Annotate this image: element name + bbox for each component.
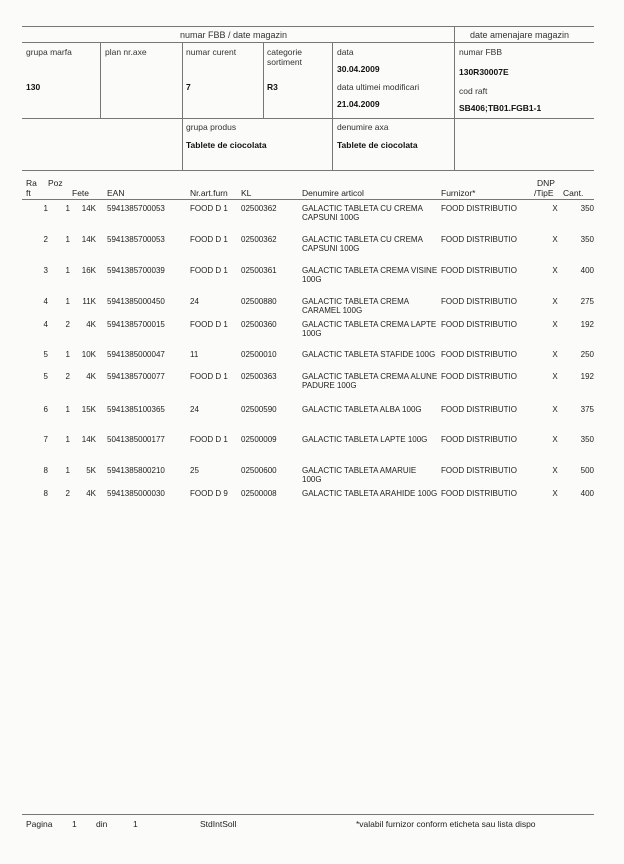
footer-pagina-label: Pagina xyxy=(26,819,53,829)
cell-nr-art: FOOD D 1 xyxy=(190,372,228,381)
cell-fete: 14K xyxy=(81,235,96,244)
table-row xyxy=(0,320,624,344)
cell-kl: 02500590 xyxy=(241,405,277,414)
cell-fete: 5K xyxy=(86,466,96,475)
footer-note: *valabil furnizor conform eticheta sau lista dispo xyxy=(356,819,536,829)
header-right-title: date amenajare magazin xyxy=(470,30,570,40)
cell-dnp: X xyxy=(552,320,558,329)
th-nr-art: Nr.art.furn xyxy=(190,188,228,198)
cell-cant: 400 xyxy=(580,266,594,275)
cell-denumire: GALACTIC TABLETA STAFIDE 100G xyxy=(302,350,436,359)
cell-poz: 1 xyxy=(65,266,70,275)
categorie-label-1: categorie xyxy=(267,47,302,57)
cell-furnizor: FOOD DISTRIBUTIO xyxy=(441,405,517,414)
cell-denumire: GALACTIC TABLETA ALBA 100G xyxy=(302,405,422,414)
table-row xyxy=(0,405,624,429)
numar-curent-label: numar curent xyxy=(186,47,237,57)
table-header-line xyxy=(22,199,594,200)
cell-fete: 14K xyxy=(81,204,96,213)
cell-denumire: GALACTIC TABLETA CU CREMA CAPSUNI 100G xyxy=(302,204,423,222)
th-raft-1: Ra xyxy=(26,178,37,188)
cell-dnp: X xyxy=(552,350,558,359)
cell-dnp: X xyxy=(552,235,558,244)
cell-raft: 4 xyxy=(43,297,48,306)
header-mid-line xyxy=(22,118,594,119)
cell-furnizor: FOOD DISTRIBUTIO xyxy=(441,489,517,498)
cell-poz: 2 xyxy=(65,489,70,498)
grupa-marfa-label: grupa marfa xyxy=(26,47,72,57)
cell-ean: 5941385700077 xyxy=(107,372,165,381)
col-divider-5 xyxy=(454,26,455,170)
table-row xyxy=(0,372,624,396)
th-fete: Fete xyxy=(72,188,90,198)
cell-nr-art: FOOD D 1 xyxy=(190,266,228,275)
cell-denumire: GALACTIC TABLETA CREMA LAPTE 100G xyxy=(302,320,437,338)
cell-dnp: X xyxy=(552,489,558,498)
col-divider-1 xyxy=(100,42,101,118)
cell-cant: 500 xyxy=(580,466,594,475)
cod-raft-label: cod raft xyxy=(459,86,488,96)
cell-kl: 02500880 xyxy=(241,297,277,306)
cell-raft: 1 xyxy=(43,204,48,213)
cell-dnp: X xyxy=(552,435,558,444)
cell-poz: 1 xyxy=(65,204,70,213)
cell-nr-art: 25 xyxy=(190,466,199,475)
footer-din-label: din xyxy=(96,819,108,829)
cell-denumire: GALACTIC TABLETA CREMA ALUNE PADURE 100G xyxy=(302,372,438,390)
cell-fete: 4K xyxy=(86,372,96,381)
cell-ean: 5941385800210 xyxy=(107,466,165,475)
cell-fete: 11K xyxy=(82,297,96,306)
th-poz: Poz xyxy=(48,178,63,188)
col-divider-4 xyxy=(332,42,333,170)
cell-fete: 4K xyxy=(86,489,96,498)
cell-furnizor: FOOD DISTRIBUTIO xyxy=(441,466,517,475)
table-row xyxy=(0,466,624,490)
cell-kl: 02500010 xyxy=(241,350,277,359)
cell-raft: 6 xyxy=(43,405,48,414)
cell-cant: 350 xyxy=(580,235,594,244)
plan-axe-label: plan nr.axe xyxy=(105,47,147,57)
cell-nr-art: FOOD D 1 xyxy=(190,320,228,329)
cell-furnizor: FOOD DISTRIBUTIO xyxy=(441,372,517,381)
th-raft-2: ft xyxy=(26,188,31,198)
cell-poz: 1 xyxy=(65,235,70,244)
table-row xyxy=(0,204,624,228)
cell-dnp: X xyxy=(552,297,558,306)
data-modificari-value: 21.04.2009 xyxy=(337,99,380,109)
cell-raft: 4 xyxy=(43,320,48,329)
cell-cant: 350 xyxy=(580,204,594,213)
footer-pagina-value: 1 xyxy=(72,819,77,829)
cell-raft: 8 xyxy=(43,466,48,475)
cell-dnp: X xyxy=(552,372,558,381)
cell-denumire: GALACTIC TABLETA CREMA VISINE 100G xyxy=(302,266,438,284)
cell-nr-art: 11 xyxy=(190,350,199,359)
cell-dnp: X xyxy=(552,204,558,213)
cell-poz: 2 xyxy=(65,372,70,381)
cell-denumire: GALACTIC TABLETA ARAHIDE 100G xyxy=(302,489,438,498)
footer-din-value: 1 xyxy=(133,819,138,829)
cell-fete: 4K xyxy=(86,320,96,329)
grupa-produs-value: Tablete de ciocolata xyxy=(186,140,267,150)
cell-cant: 400 xyxy=(580,489,594,498)
cell-cant: 375 xyxy=(580,405,594,414)
cell-nr-art: FOOD D 9 xyxy=(190,489,228,498)
header-top-line xyxy=(22,26,594,27)
cell-raft: 8 xyxy=(43,489,48,498)
cell-denumire: GALACTIC TABLETA CREMA CARAMEL 100G xyxy=(302,297,409,315)
th-denumire: Denumire articol xyxy=(302,188,364,198)
cell-ean: 5041385000177 xyxy=(107,435,165,444)
cell-dnp: X xyxy=(552,466,558,475)
cell-raft: 5 xyxy=(43,350,48,359)
grupa-marfa-value: 130 xyxy=(26,82,41,92)
cell-kl: 02500008 xyxy=(241,489,277,498)
footer-code: StdIntSoll xyxy=(200,819,237,829)
table-row xyxy=(0,235,624,259)
cell-kl: 02500361 xyxy=(241,266,277,275)
cell-furnizor: FOOD DISTRIBUTIO xyxy=(441,266,517,275)
cell-poz: 1 xyxy=(65,350,70,359)
cell-cant: 275 xyxy=(580,297,594,306)
th-kl: KL xyxy=(241,188,252,198)
cell-ean: 5941385700053 xyxy=(107,235,165,244)
cell-fete: 16K xyxy=(81,266,96,275)
cell-denumire: GALACTIC TABLETA AMARUIE 100G xyxy=(302,466,417,484)
cell-kl: 02500009 xyxy=(241,435,277,444)
cod-raft-value: SB406;TB01.FGB1-1 xyxy=(459,103,542,113)
data-value: 30.04.2009 xyxy=(337,64,380,74)
th-furnizor: Furnizor* xyxy=(441,188,476,198)
cell-ean: 5941385700015 xyxy=(107,320,165,329)
cell-dnp: X xyxy=(552,266,558,275)
table-row xyxy=(0,297,624,321)
table-row xyxy=(0,489,624,513)
cell-kl: 02500363 xyxy=(241,372,277,381)
cell-fete: 14K xyxy=(81,435,96,444)
cell-dnp: X xyxy=(552,405,558,414)
denumire-axa-value: Tablete de ciocolata xyxy=(337,140,418,150)
cell-kl: 02500362 xyxy=(241,204,277,213)
cell-poz: 2 xyxy=(65,320,70,329)
data-modificari-label: data ultimei modificari xyxy=(337,82,420,92)
cell-ean: 5941385700039 xyxy=(107,266,165,275)
categorie-label-2: sortiment xyxy=(267,57,302,67)
cell-ean: 5941385100365 xyxy=(107,405,165,414)
cell-raft: 3 xyxy=(43,266,48,275)
numar-fbb-value: 130R30007E xyxy=(459,67,509,77)
cell-furnizor: FOOD DISTRIBUTIO xyxy=(441,204,517,213)
denumire-axa-label: denumire axa xyxy=(337,122,389,132)
col-divider-2 xyxy=(182,42,183,170)
numar-curent-value: 7 xyxy=(186,82,191,92)
table-row xyxy=(0,350,624,374)
cell-poz: 1 xyxy=(65,466,70,475)
cell-kl: 02500362 xyxy=(241,235,277,244)
cell-furnizor: FOOD DISTRIBUTIO xyxy=(441,297,517,306)
col-divider-3 xyxy=(263,42,264,118)
table-row xyxy=(0,266,624,290)
cell-fete: 15K xyxy=(81,405,96,414)
grupa-produs-label: grupa produs xyxy=(186,122,237,132)
cell-kl: 02500360 xyxy=(241,320,277,329)
cell-cant: 192 xyxy=(580,372,594,381)
cell-furnizor: FOOD DISTRIBUTIO xyxy=(441,320,517,329)
cell-cant: 350 xyxy=(580,435,594,444)
cell-poz: 1 xyxy=(65,435,70,444)
header-center-title: numar FBB / date magazin xyxy=(180,30,288,40)
th-dnp-1: DNP xyxy=(537,178,555,188)
cell-cant: 250 xyxy=(580,350,594,359)
cell-ean: 5941385700053 xyxy=(107,204,165,213)
cell-ean: 5941385000030 xyxy=(107,489,165,498)
cell-ean: 5941385000047 xyxy=(107,350,165,359)
cell-furnizor: FOOD DISTRIBUTIO xyxy=(441,350,517,359)
table-row xyxy=(0,435,624,459)
cell-raft: 2 xyxy=(43,235,48,244)
cell-raft: 7 xyxy=(43,435,48,444)
th-ean: EAN xyxy=(107,188,125,198)
cell-nr-art: FOOD D 1 xyxy=(190,435,228,444)
cell-nr-art: 24 xyxy=(190,405,199,414)
cell-fete: 10K xyxy=(81,350,96,359)
cell-denumire: GALACTIC TABLETA LAPTE 100G xyxy=(302,435,428,444)
cell-poz: 1 xyxy=(65,297,70,306)
cell-nr-art: 24 xyxy=(190,297,199,306)
header-bottom-line xyxy=(22,170,594,171)
numar-fbb-label: numar FBB xyxy=(459,47,502,57)
footer-line xyxy=(22,814,594,815)
cell-furnizor: FOOD DISTRIBUTIO xyxy=(441,435,517,444)
cell-furnizor: FOOD DISTRIBUTIO xyxy=(441,235,517,244)
cell-raft: 5 xyxy=(43,372,48,381)
cell-nr-art: FOOD D 1 xyxy=(190,235,228,244)
header-title-line xyxy=(22,42,594,43)
cell-cant: 192 xyxy=(580,320,594,329)
cell-ean: 5941385000450 xyxy=(107,297,165,306)
cell-kl: 02500600 xyxy=(241,466,277,475)
th-dnp-2: /TipE xyxy=(534,188,554,198)
cell-nr-art: FOOD D 1 xyxy=(190,204,228,213)
cell-denumire: GALACTIC TABLETA CU CREMA CAPSUNI 100G xyxy=(302,235,423,253)
cell-poz: 1 xyxy=(65,405,70,414)
th-cant: Cant. xyxy=(563,188,584,198)
data-label: data xyxy=(337,47,354,57)
categorie-value: R3 xyxy=(267,82,278,92)
